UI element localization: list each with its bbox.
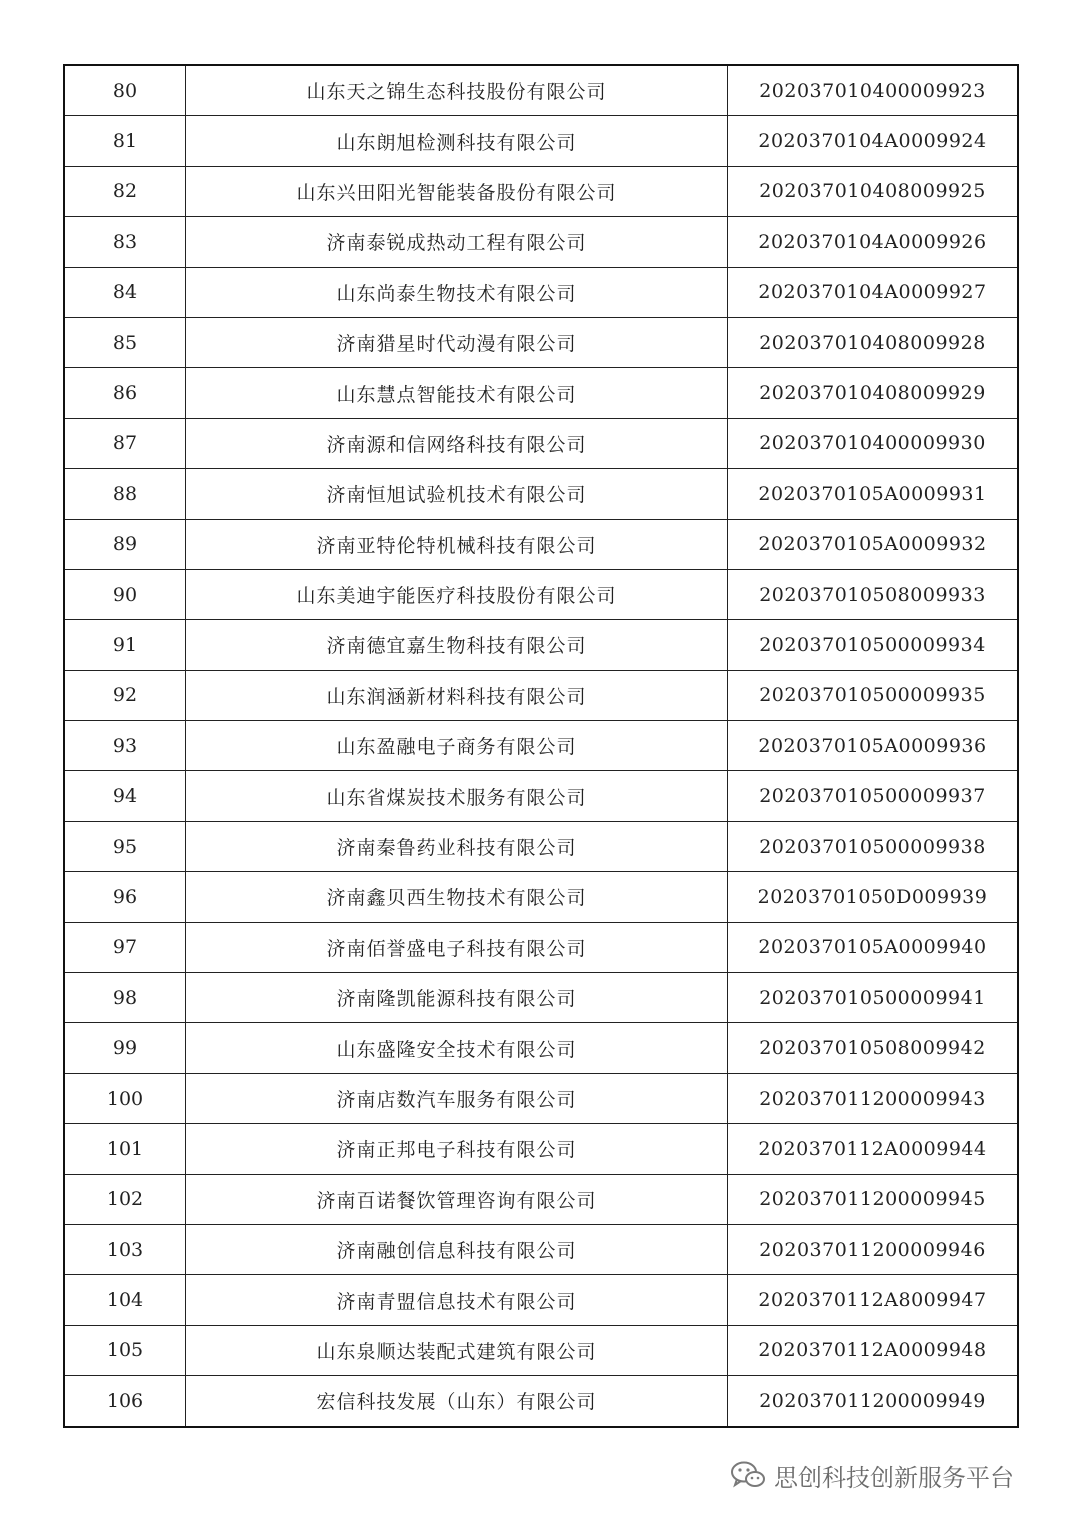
company-name-cell: 山东省煤炭技术服务有限公司 (186, 771, 728, 821)
row-number-cell: 105 (64, 1325, 186, 1375)
table-row (64, 1124, 1018, 1174)
registration-code-cell: 2020370112A8009947 (728, 1275, 1019, 1325)
table-body (64, 65, 1018, 1427)
row-number-cell: 99 (64, 1023, 186, 1073)
table-row (64, 1224, 1018, 1274)
company-name-cell: 济南店数汽车服务有限公司 (186, 1073, 728, 1123)
company-name-cell: 山东尚泰生物技术有限公司 (186, 267, 728, 317)
row-number-cell: 89 (64, 519, 186, 569)
company-name-cell: 济南融创信息科技有限公司 (186, 1224, 728, 1274)
company-name-cell: 山东美迪宇能医疗科技股份有限公司 (186, 569, 728, 619)
table-row (64, 1073, 1018, 1123)
registration-code-cell: 202037010500009941 (728, 973, 1019, 1023)
table-row (64, 620, 1018, 670)
registration-code-cell: 2020370104A0009924 (728, 116, 1019, 166)
row-number-cell: 86 (64, 368, 186, 418)
row-number-cell: 101 (64, 1124, 186, 1174)
table-row (64, 1376, 1018, 1427)
company-name-cell: 济南猎星时代动漫有限公司 (186, 317, 728, 367)
row-number-cell: 104 (64, 1275, 186, 1325)
registration-code-cell: 2020370104A0009927 (728, 267, 1019, 317)
registration-code-cell: 202037011200009943 (728, 1073, 1019, 1123)
table-row (64, 1023, 1018, 1073)
table-row (64, 65, 1018, 116)
table-row (64, 116, 1018, 166)
company-name-cell: 山东盈融电子商务有限公司 (186, 721, 728, 771)
registration-code-cell: 202037010408009929 (728, 368, 1019, 418)
table-row (64, 519, 1018, 569)
company-name-cell: 济南鑫贝西生物技术有限公司 (186, 872, 728, 922)
company-name-cell: 山东朗旭检测科技有限公司 (186, 116, 728, 166)
table-row (64, 569, 1018, 619)
row-number-cell: 81 (64, 116, 186, 166)
company-name-cell: 山东盛隆安全技术有限公司 (186, 1023, 728, 1073)
registration-code-cell: 2020370112A0009944 (728, 1124, 1019, 1174)
row-number-cell: 95 (64, 821, 186, 871)
company-name-cell: 济南源和信网络科技有限公司 (186, 418, 728, 468)
row-number-cell: 84 (64, 267, 186, 317)
row-number-cell: 93 (64, 721, 186, 771)
registration-code-cell: 202037010408009925 (728, 166, 1019, 216)
table-row (64, 670, 1018, 720)
registration-code-cell: 202037010500009937 (728, 771, 1019, 821)
registration-code-cell: 202037010508009933 (728, 569, 1019, 619)
row-number-cell: 106 (64, 1376, 186, 1427)
row-number-cell: 91 (64, 620, 186, 670)
registration-code-cell: 2020370105A0009931 (728, 469, 1019, 519)
company-name-cell: 山东慧点智能技术有限公司 (186, 368, 728, 418)
row-number-cell: 80 (64, 65, 186, 116)
registration-code-cell: 20203701050D009939 (728, 872, 1019, 922)
table-row (64, 166, 1018, 216)
registration-code-cell: 2020370104A0009926 (728, 217, 1019, 267)
row-number-cell: 94 (64, 771, 186, 821)
table-row (64, 1325, 1018, 1375)
watermark-text: 思创科技创新服务平台 (774, 1463, 1014, 1492)
row-number-cell: 97 (64, 922, 186, 972)
company-name-cell: 山东泉顺达装配式建筑有限公司 (186, 1325, 728, 1375)
table-row (64, 368, 1018, 418)
wechat-icon (730, 1460, 766, 1490)
row-number-cell: 92 (64, 670, 186, 720)
registration-code-cell: 202037010408009928 (728, 317, 1019, 367)
registration-code-cell: 202037010400009923 (728, 65, 1019, 116)
row-number-cell: 103 (64, 1224, 186, 1274)
registration-code-cell: 202037011200009949 (728, 1376, 1019, 1427)
company-name-cell: 山东天之锦生态科技股份有限公司 (186, 65, 728, 116)
registration-code-cell: 2020370105A0009932 (728, 519, 1019, 569)
registration-code-cell: 202037011200009946 (728, 1224, 1019, 1274)
table-row (64, 469, 1018, 519)
company-name-cell: 济南青盟信息技术有限公司 (186, 1275, 728, 1325)
company-name-cell: 山东润涵新材料科技有限公司 (186, 670, 728, 720)
company-name-cell: 济南泰锐成热动工程有限公司 (186, 217, 728, 267)
registration-code-cell: 2020370105A0009936 (728, 721, 1019, 771)
company-name-cell: 济南恒旭试验机技术有限公司 (186, 469, 728, 519)
company-name-cell: 济南亚特伦特机械科技有限公司 (186, 519, 728, 569)
registration-table-page (63, 64, 1015, 1428)
registration-table (63, 64, 1019, 1428)
registration-code-cell: 202037010500009934 (728, 620, 1019, 670)
company-name-cell: 山东兴田阳光智能装备股份有限公司 (186, 166, 728, 216)
table-row (64, 821, 1018, 871)
row-number-cell: 100 (64, 1073, 186, 1123)
row-number-cell: 102 (64, 1174, 186, 1224)
registration-code-cell: 202037010500009938 (728, 821, 1019, 871)
table-row (64, 1174, 1018, 1224)
table-row (64, 872, 1018, 922)
company-name-cell: 济南正邦电子科技有限公司 (186, 1124, 728, 1174)
table-row (64, 771, 1018, 821)
company-name-cell: 济南百诺餐饮管理咨询有限公司 (186, 1174, 728, 1224)
row-number-cell: 82 (64, 166, 186, 216)
table-row (64, 418, 1018, 468)
registration-code-cell: 2020370112A0009948 (728, 1325, 1019, 1375)
row-number-cell: 90 (64, 569, 186, 619)
table-row (64, 1275, 1018, 1325)
table-row (64, 317, 1018, 367)
registration-code-cell: 2020370105A0009940 (728, 922, 1019, 972)
company-name-cell: 济南秦鲁药业科技有限公司 (186, 821, 728, 871)
company-name-cell: 济南隆凯能源科技有限公司 (186, 973, 728, 1023)
row-number-cell: 98 (64, 973, 186, 1023)
row-number-cell: 87 (64, 418, 186, 468)
watermark (730, 1458, 1014, 1492)
row-number-cell: 83 (64, 217, 186, 267)
table-row (64, 922, 1018, 972)
registration-code-cell: 202037010400009930 (728, 418, 1019, 468)
company-name-cell: 济南德宜嘉生物科技有限公司 (186, 620, 728, 670)
registration-code-cell: 202037011200009945 (728, 1174, 1019, 1224)
table-row (64, 267, 1018, 317)
row-number-cell: 85 (64, 317, 186, 367)
table-row (64, 721, 1018, 771)
company-name-cell: 济南佰誉盛电子科技有限公司 (186, 922, 728, 972)
company-name-cell: 宏信科技发展（山东）有限公司 (186, 1376, 728, 1427)
table-row (64, 973, 1018, 1023)
registration-code-cell: 202037010508009942 (728, 1023, 1019, 1073)
row-number-cell: 96 (64, 872, 186, 922)
table-row (64, 217, 1018, 267)
registration-code-cell: 202037010500009935 (728, 670, 1019, 720)
row-number-cell: 88 (64, 469, 186, 519)
